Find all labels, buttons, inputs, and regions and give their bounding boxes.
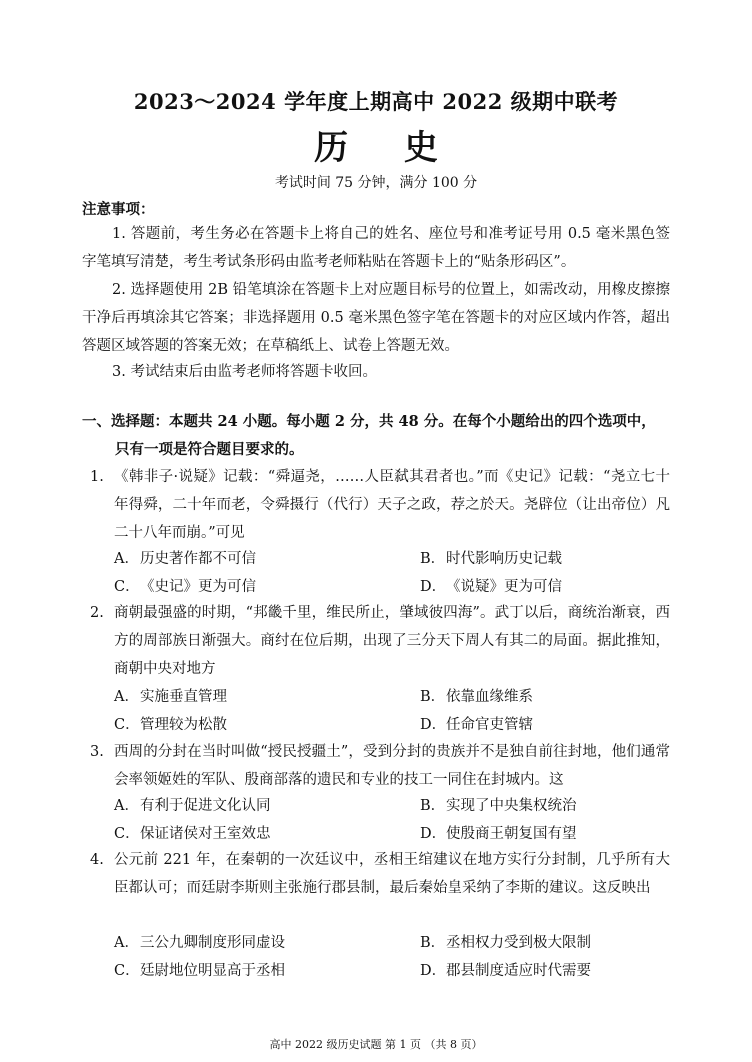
section-heading-line1: 一、选择题：本题共 24 小题。每小题 2 分，共 48 分。在每个小题给出的四个选项中，: [82, 413, 656, 430]
subject-title: 历 史: [314, 128, 460, 168]
q3-option-c: C．保证诸侯对王室效忠: [114, 826, 271, 842]
q1-option-c: C．《史记》更为可信: [114, 579, 256, 595]
exam-info: 考试时间 75 分钟，满分 100 分: [274, 175, 478, 191]
notes-heading: 注意事项：: [82, 201, 155, 218]
q4-option-b: B．丞相权力受到极大限制: [420, 935, 591, 951]
question-number: 1.: [90, 469, 104, 485]
section-heading-line2: 只有一项是符合题目要求的。: [115, 441, 304, 458]
q1-option-b: B．时代影响历史记载: [420, 551, 562, 567]
q2-option-b: B．依靠血缘维系: [420, 689, 533, 705]
q1-option-a: A．历史著作都不可信: [114, 551, 256, 567]
note-1: 1. 答题前，考生务必在答题卡上将自己的姓名、座位号和准考证号用 0.5 毫米黑色签字笔填写清楚，考生考试条形码由监考老师粘贴在答题卡上的“贴条形码区”。: [82, 226, 670, 270]
question-2-stem: [90, 599, 670, 683]
question-number: 3.: [90, 744, 104, 760]
section-heading: [82, 408, 682, 464]
q2-option-d: D．任命官吏管辖: [420, 717, 533, 733]
question-3-stem: [90, 738, 670, 794]
question-text: 商朝最强盛的时期，“邦畿千里，维民所止，肇域彼四海”。武丁以后，商统治渐衰，西方的周部族日渐强大。商纣在位后期，出现了三分天下周人有其二的局面。据此推知，商朝中央对地方: [114, 605, 670, 677]
q2-option-a: A．实施垂直管理: [114, 689, 227, 705]
q3-option-b: B．实现了中央集权统治: [420, 798, 577, 814]
q4-option-d: D．郡县制度适应时代需要: [420, 963, 591, 979]
page-footer: 高中 2022 级历史试题 第 1 页 （共 8 页）: [269, 1038, 483, 1051]
question-4-stem: [90, 846, 670, 902]
q4-option-c: C．廷尉地位明显高于丞相: [114, 963, 285, 979]
question-text: 公元前 221 年，在秦朝的一次廷议中，丞相王绾建议在地方实行分封制，几乎所有大臣都认可；而廷尉李斯则主张施行郡县制，最后秦始皇采纳了李斯的建议。这反映出: [114, 852, 670, 896]
question-text: 《韩非子·说疑》记载：“舜逼尧，……人臣弑其君者也。”而《史记》记载：“尧立七十年得舜，二十年而老，令舜摄行（代行）天子之政，荐之於天。尧辟位（让出帝位）凡二十八年而崩。”可见: [114, 469, 670, 541]
q2-option-c: C．管理较为松散: [114, 717, 227, 733]
question-1-stem: [90, 463, 670, 547]
exam-title: 2023～2024 学年度上期高中 2022 级期中联考: [133, 89, 619, 114]
note-2: 2. 选择题使用 2B 铅笔填涂在答题卡上对应题目标号的位置上，如需改动，用橡皮擦擦干净后再填涂其它答案；非选择题用 0.5 毫米黑色签字笔在答题卡的对应区域内作答，超出答题区域答题的答案无效；在草稿纸上、试卷上答题无效。: [82, 282, 670, 354]
q1-option-d: D．《说疑》更为可信: [420, 579, 562, 595]
question-text: 西周的分封在当时叫做“授民授疆土”，受到分封的贵族并不是独自前往封地，他们通常会率领姬姓的军队、殷商部落的遗民和专业的技工一同住在封城内。这: [114, 744, 670, 788]
note-3: 3. 考试结束后由监考老师将答题卡收回。: [112, 364, 377, 380]
q4-option-a: A．三公九卿制度形同虚设: [114, 935, 285, 951]
q3-option-a: A．有利于促进文化认同: [114, 798, 271, 814]
question-number: 2.: [90, 605, 104, 621]
question-number: 4.: [90, 852, 104, 868]
q3-option-d: D．使殷商王朝复国有望: [420, 826, 577, 842]
